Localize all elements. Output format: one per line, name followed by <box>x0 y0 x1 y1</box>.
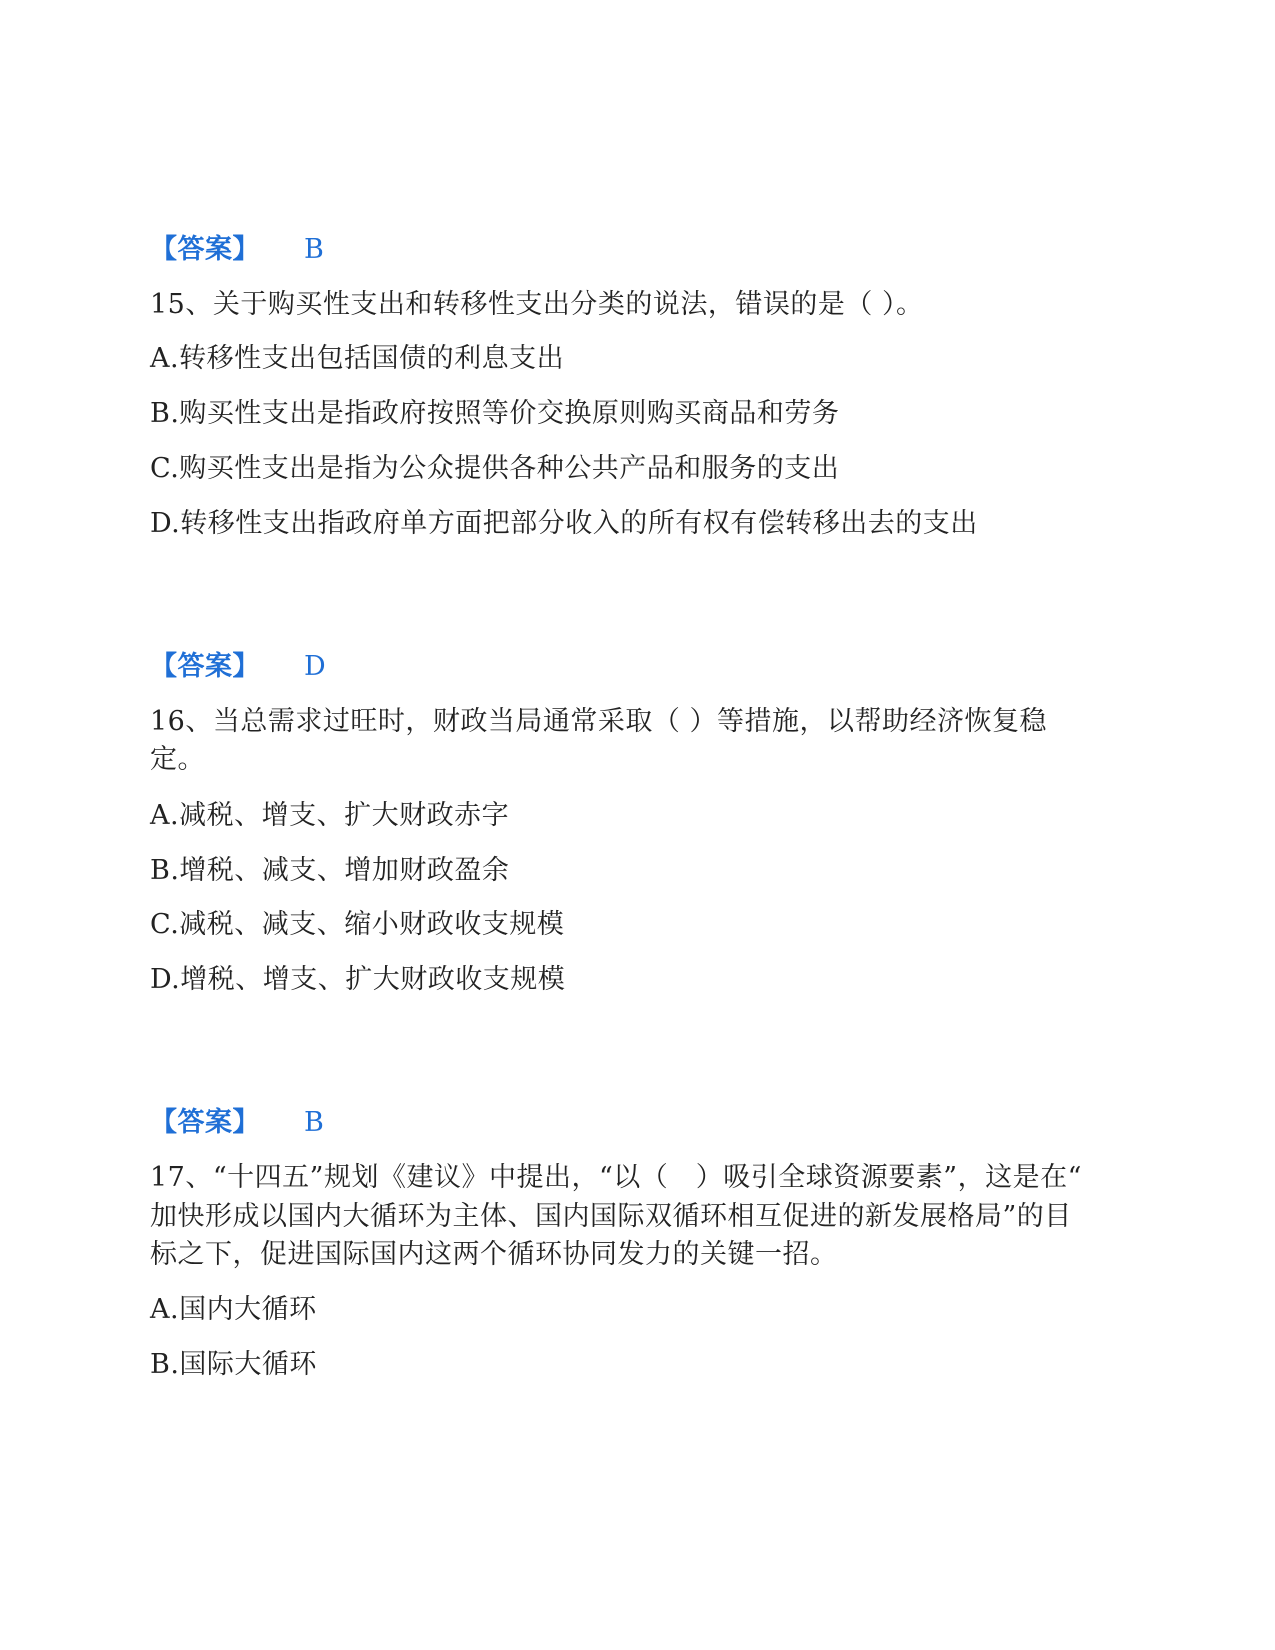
option-b: B.增税、减支、增加财政盈余 <box>150 855 510 886</box>
question-stem-line1: 16、当总需求过旺时，财政当局通常采取（ ）等措施，以帮助经济恢复稳 <box>150 706 1047 737</box>
question-stem-line1: 17、“十四五”规划《建议》中提出，“以（ ）吸引全球资源要素”，这是在“ <box>150 1162 1082 1193</box>
question-stem: 15、关于购买性支出和转移性支出分类的说法，错误的是（ ）。 <box>150 289 924 320</box>
answer-line <box>150 1103 324 1143</box>
question-stem-line2: 加快形成以国内大循环为主体、国内国际双循环相互促进的新发展格局”的目 <box>150 1201 1072 1232</box>
answer-line <box>150 647 326 687</box>
answer-value: D <box>304 651 327 682</box>
answer-value: B <box>304 1107 325 1138</box>
answer-label: 【答案】 <box>150 1107 260 1138</box>
option-b: B.国际大循环 <box>150 1349 317 1380</box>
option-b: B.购买性支出是指政府按照等价交换原则购买商品和劳务 <box>150 398 840 429</box>
answer-value: B <box>304 234 325 265</box>
question-stem-line3: 标之下，促进国际国内这两个循环协同发力的关键一招。 <box>150 1239 838 1270</box>
option-a: A.减税、增支、扩大财政赤字 <box>150 800 510 831</box>
answer-label: 【答案】 <box>150 651 260 682</box>
option-d: D.增税、增支、扩大财政收支规模 <box>150 964 566 995</box>
answer-line <box>150 230 324 270</box>
answer-label: 【答案】 <box>150 234 260 265</box>
option-a: A.国内大循环 <box>150 1294 317 1325</box>
option-a: A.转移性支出包括国债的利息支出 <box>150 343 565 374</box>
option-c: C.减税、减支、缩小财政收支规模 <box>150 909 565 940</box>
option-d: D.转移性支出指政府单方面把部分收入的所有权有偿转移出去的支出 <box>150 508 978 539</box>
question-stem-line2: 定。 <box>150 744 205 775</box>
option-c: C.购买性支出是指为公众提供各种公共产品和服务的支出 <box>150 453 840 484</box>
